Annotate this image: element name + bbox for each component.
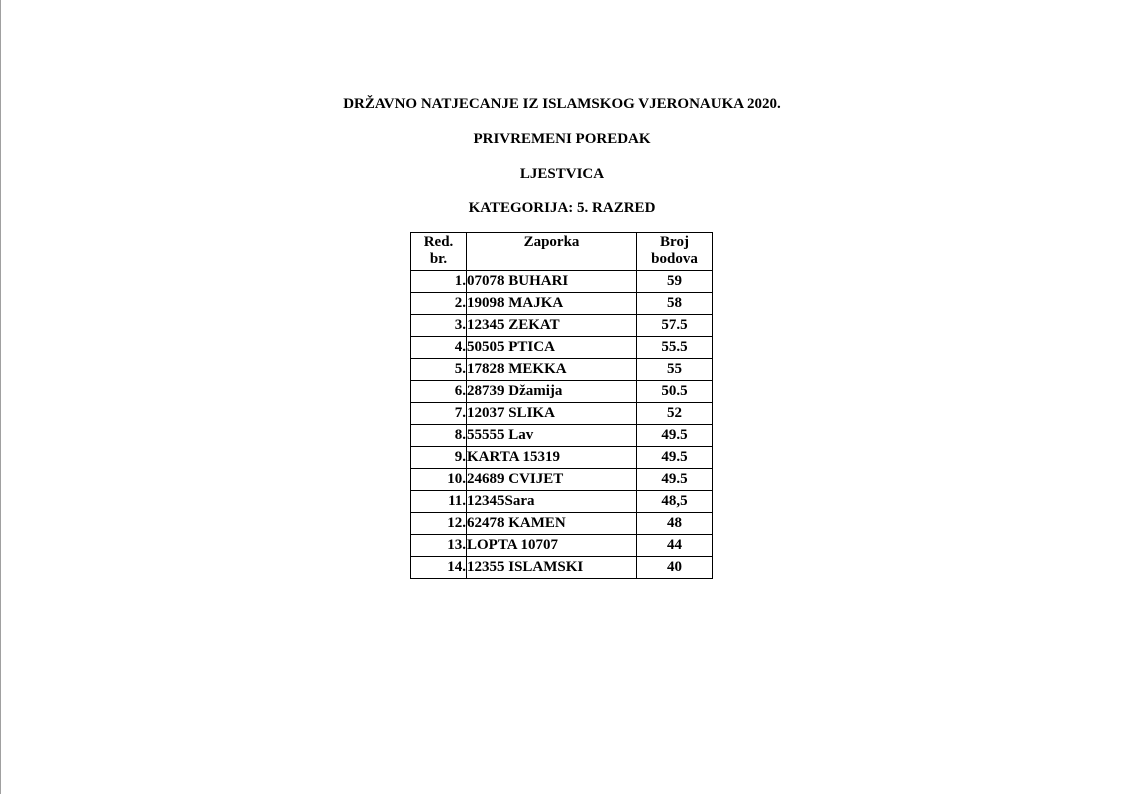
- code-cell: 12345Sara: [467, 491, 637, 513]
- points-cell: 48,5: [637, 491, 713, 513]
- points-cell: 59: [637, 271, 713, 293]
- rank-cell: 14.: [411, 557, 467, 579]
- code-cell: 12037 SLIKA: [467, 403, 637, 425]
- code-cell: LOPTA 10707: [467, 535, 637, 557]
- rank-cell: 4.: [411, 337, 467, 359]
- results-table: [410, 232, 713, 579]
- table-row: [411, 381, 713, 403]
- rank-header-line1: Red.: [423, 234, 454, 250]
- table-row: [411, 491, 713, 513]
- document-subtitle: PRIVREMENI POREDAK: [473, 131, 651, 147]
- category-label: KATEGORIJA: 5. RAZRED: [468, 200, 656, 216]
- code-cell: 55555 Lav: [467, 425, 637, 447]
- points-cell: 40: [637, 557, 713, 579]
- table-header-row: [411, 233, 713, 271]
- points-cell: 44: [637, 535, 713, 557]
- table-row: [411, 315, 713, 337]
- points-cell: 57.5: [637, 315, 713, 337]
- points-cell: 52: [637, 403, 713, 425]
- rank-cell: 9.: [411, 447, 467, 469]
- table-row: [411, 535, 713, 557]
- table-row: [411, 469, 713, 491]
- code-cell: 12345 ZEKAT: [467, 315, 637, 337]
- document-title: DRŽAVNO NATJECANJE IZ ISLAMSKOG VJERONAUKA 2020.: [343, 96, 781, 112]
- code-cell: 12355 ISLAMSKI: [467, 557, 637, 579]
- table-row: [411, 557, 713, 579]
- code-cell: 24689 CVIJET: [467, 469, 637, 491]
- table-row: [411, 513, 713, 535]
- code-header-label: Zaporka: [523, 234, 580, 250]
- points-cell: 55: [637, 359, 713, 381]
- points-cell: 49.5: [637, 425, 713, 447]
- rank-cell: 8.: [411, 425, 467, 447]
- table-row: [411, 359, 713, 381]
- code-cell: 19098 MAJKA: [467, 293, 637, 315]
- table-row: [411, 425, 713, 447]
- points-cell: 48: [637, 513, 713, 535]
- code-cell: 50505 PTICA: [467, 337, 637, 359]
- points-column-header: [637, 233, 713, 271]
- code-column-header: [467, 233, 637, 271]
- rank-cell: 11.: [411, 491, 467, 513]
- code-cell: 17828 MEKKA: [467, 359, 637, 381]
- table-row: [411, 293, 713, 315]
- points-cell: 55.5: [637, 337, 713, 359]
- rank-cell: 10.: [411, 469, 467, 491]
- rank-column-header: [411, 233, 467, 271]
- rank-cell: 13.: [411, 535, 467, 557]
- table-row: [411, 271, 713, 293]
- rank-cell: 3.: [411, 315, 467, 337]
- table-row: [411, 447, 713, 469]
- points-cell: 50.5: [637, 381, 713, 403]
- code-cell: 28739 Džamija: [467, 381, 637, 403]
- table-row: [411, 403, 713, 425]
- rank-cell: 6.: [411, 381, 467, 403]
- list-label: LJESTVICA: [519, 166, 605, 182]
- points-header-line2: bodova: [651, 251, 698, 267]
- rank-cell: 1.: [411, 271, 467, 293]
- rank-cell: 2.: [411, 293, 467, 315]
- rank-cell: 5.: [411, 359, 467, 381]
- rank-cell: 7.: [411, 403, 467, 425]
- page-left-border: [0, 0, 1, 794]
- points-cell: 58: [637, 293, 713, 315]
- rank-header-line2: br.: [429, 251, 448, 267]
- points-cell: 49.5: [637, 447, 713, 469]
- points-cell: 49.5: [637, 469, 713, 491]
- table-row: [411, 337, 713, 359]
- code-cell: KARTA 15319: [467, 447, 637, 469]
- code-cell: 07078 BUHARI: [467, 271, 637, 293]
- points-header-line1: Broj: [660, 234, 689, 250]
- rank-cell: 12.: [411, 513, 467, 535]
- code-cell: 62478 KAMEN: [467, 513, 637, 535]
